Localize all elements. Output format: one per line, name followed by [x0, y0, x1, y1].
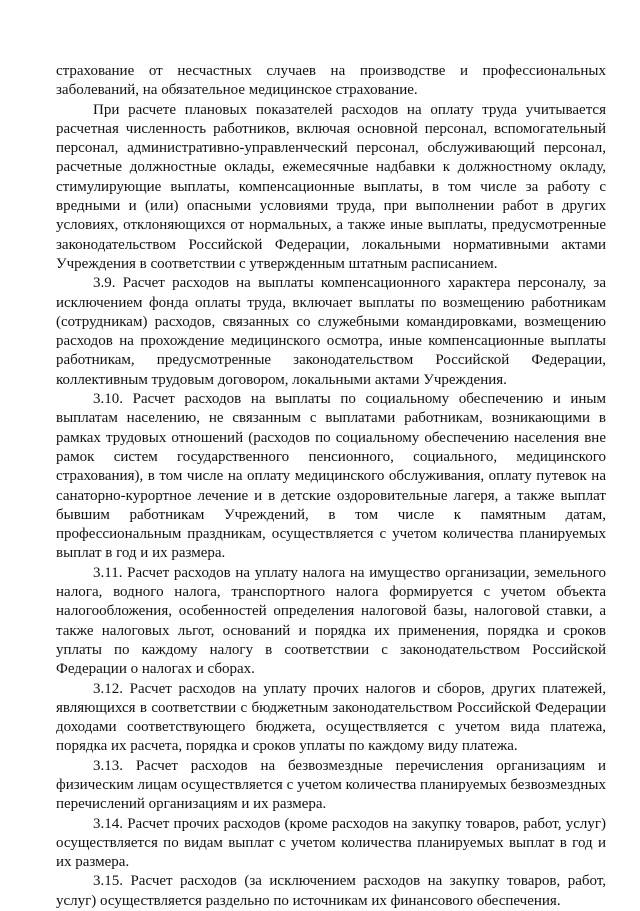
paragraph-3-13: 3.13. Расчет расходов на безвозмездные перечисления организациям и физическим лицам осуществляется с учетом количества планируемых безвозмездных перечислений организациям и их размера.: [56, 757, 606, 813]
paragraph-3-14: 3.14. Расчет прочих расходов (кроме расходов на закупку товаров, работ, услуг) осуществляется по видам выплат с учетом количества планируемых выплат в год и их размера.: [56, 815, 606, 871]
paragraph-3-15: 3.15. Расчет расходов (за исключением расходов на закупку товаров, работ, услуг) осуществляется раздельно по источникам их финансового обеспечения.: [56, 873, 606, 909]
paragraph-3-12: 3.12. Расчет расходов на уплату прочих налогов и сборов, других платежей, являющихся в соответствии с бюджетным законодательством Российской Федерации доходами соответствующего бюджета, осуществляется с учетом вида платежа, порядка их расчета, порядка и сроков уплаты по каждому виду платежа.: [56, 680, 606, 755]
paragraph-3-9: 3.9. Расчет расходов на выплаты компенсационного характера персоналу, за исключением фонда оплаты труда, включает выплаты по возмещению работникам (сотрудникам) расходов, связанных со служебными командировками, возмещению расходов на прохождение медицинского осмотра, иные компенсационные выплаты работникам, предусмотренные законодательством Российской Федерации, коллективным трудовым договором, локальными актами Учреждения.: [56, 275, 606, 388]
paragraph-3-10: 3.10. Расчет расходов на выплаты по социальному обеспечению и иным выплатам населению, не связанным с выплатами работникам, возникающими в рамках трудовых отношений (расходов по социальному обеспечению населения вне рамок систем государственного пенсионного, социального, медицинского страхования), в том числе на оплату медицинского обслуживания, оплату путевок на санаторно-курортное лечение и в детские оздоровительные лагеря, а также выплат бывшим работникам Учреждений, в том числе к памятным датам, профессиональным праздникам, осуществляется с учетом количества планируемых выплат в год и их размера.: [56, 391, 606, 562]
paragraph-payroll-planning: При расчете плановых показателей расходов на оплату труда учитывается расчетная численность работников, включая основной персонал, вспомогательный персонал, административно-управленческий персонал, обслуживающий персонал, расчетные должностные оклады, ежемесячные надбавки к должностному окладу, стимулирующие выплаты, компенсационные выплаты, в том числе за работу с вредными и (или) опасными условиями труда, при выполнении работ в других условиях, отклоняющихся от нормальных, а также иные выплаты, предусмотренные законодательством Российской Федерации, локальными нормативными актами Учреждения в соответствии с утвержденным штатным расписанием.: [56, 101, 606, 272]
paragraph-continuation: страхование от несчастных случаев на производстве и профессиональных заболеваний, на обязательное медицинское страхование.: [56, 63, 606, 99]
paragraph-3-11: 3.11. Расчет расходов на уплату налога на имущество организации, земельного налога, водного налога, транспортного налога формируется с учетом объекта налогообложения, особенностей определения налоговой базы, налоговой ставки, а также налоговых льгот, оснований и порядка их применения, порядка и сроков уплаты по каждому налогу в соответствии с законодательством Российской Федерации о налогах и сборах.: [56, 564, 606, 678]
